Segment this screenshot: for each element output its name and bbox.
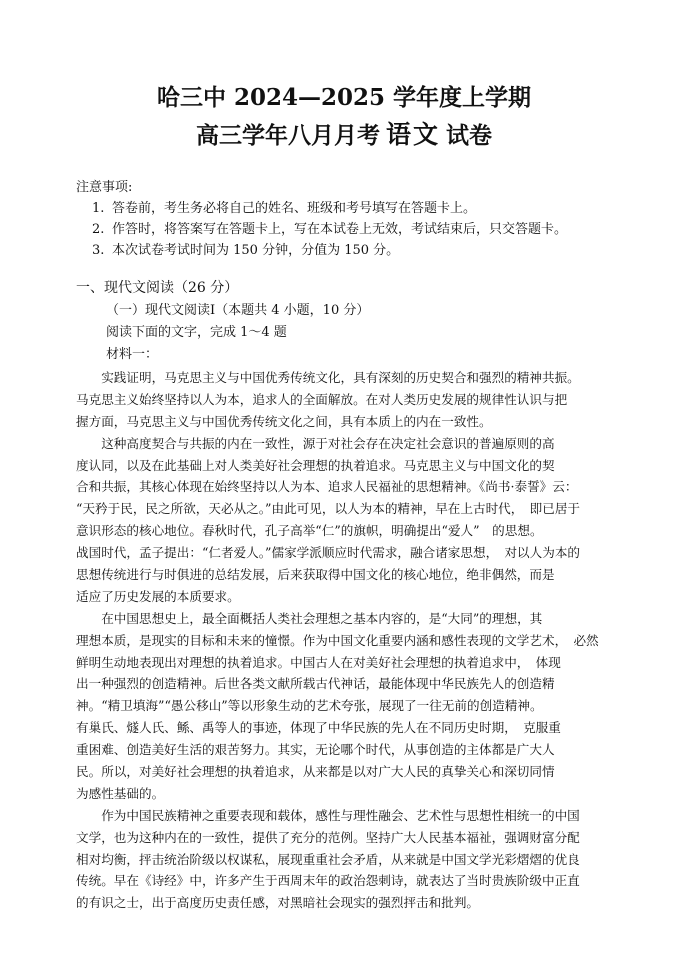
passage-line: 实践证明，马克思主义与中国优秀传统文化，具有深刻的历史契合和强烈的精神共振。 — [76, 370, 580, 385]
notice-item — [92, 199, 476, 218]
passage-line: 马克思主义始终坚持以人为本，追求人的全面解放。在对人类历史发展的规律性认识与把 — [76, 391, 568, 407]
notice-item-text: 作答时，将答案写在答题卡上，写在本试卷上无效，考试结束后，只交答题卡。 — [112, 222, 568, 237]
notice-item-text: 本次试卷考试时间为 150 分钟，分值为 150 分。 — [112, 243, 400, 258]
passage-line: 适应了历史发展的本质要求。 — [76, 588, 240, 604]
reading-passage — [76, 367, 616, 914]
notice-heading: 注意事项: — [76, 180, 133, 195]
subsection-heading: （一）现代文阅读Ⅰ（本题共 4 小题，10 分） — [106, 303, 370, 318]
passage-line: 相对均衡，抨击统治阶级以权谋私，展现重重社会矛盾，从来就是中国文学光彩熠熠的优良 — [76, 851, 580, 867]
passage-line: 合和共振，其核心体现在始终坚持以人为本、追求人民福祉的思想精神。《尚书·泰誓》云： — [76, 479, 578, 495]
notice-item-number: 2. — [92, 222, 105, 237]
passage-line: 战国时代，孟子提出：“仁者爱人。”儒家学派顺应时代需求，融合诸家思想， 对以人为本的 — [76, 545, 581, 561]
exam-subject: 语文 — [385, 120, 440, 149]
passage-line: 握方面，马克思主义与中国优秀传统文化之间，具有本质上的内在一致性。 — [76, 413, 492, 429]
exam-title-paper: 试卷 — [446, 122, 492, 149]
passage-line: 思想传统进行与时俱进的总结发展，后来获取得中国文化的核心地位，绝非偶然，而是 — [76, 567, 555, 583]
reading-instruction: 阅读下面的文字，完成 1～4 题 — [106, 325, 287, 340]
notice-item-number: 3. — [92, 243, 105, 258]
passage-line: 神。“精卫填海”“愚公移山”等以形象生动的艺术夸张，展现了一往无前的创造精神。 — [76, 698, 543, 714]
passage-line: 度认同，以及在此基础上对人类美好社会理想的执着追求。马克思主义与中国文化的契 — [76, 457, 555, 473]
passage-line: 出一种强烈的创造精神。后世各类文献所载古代神话，最能体现中华民族先人的创造精 — [76, 676, 555, 692]
material-label: 材料一： — [106, 347, 159, 362]
section-heading: 一、现代文阅读（26 分） — [76, 280, 239, 296]
exam-title-line1: 哈三中 2024—2025 学年度上学期 — [156, 84, 532, 111]
passage-line: 在中国思想史上，最全面概括人类社会理想之基本内容的，是“大同”的理想，其 — [76, 610, 543, 626]
notice-item — [92, 241, 399, 260]
passage-line: 传统。早在《诗经》中，许多产生于西周末年的政治怨刺诗，就表达了当时贵族阶级中正直 — [76, 873, 580, 889]
notice-item-number: 1. — [92, 201, 105, 216]
exam-title-grade: 高三学年八月月考 — [195, 122, 380, 149]
passage-line: 鲜明生动地表现出对理想的执着追求。中国古人在对美好社会理想的执着追求中， 体现 — [76, 654, 561, 670]
passage-line: 重困难、创造美好生活的艰苦努力。其实，无论哪个时代，从事创造的主体都是广大人 — [76, 742, 555, 758]
passage-line: “天矜于民，民之所欲，天必从之。”由此可见，以人为本的精神，早在上古时代， 即已居于 — [76, 501, 581, 517]
passage-line: 意识形态的核心地位。春秋时代，孔子高举“仁”的旗帜，明确提出“爱人” 的思想。 — [76, 523, 543, 539]
passage-line: 这种高度契合与共振的内在一致性，源于对社会存在决定社会意识的普遍原则的高 — [76, 435, 555, 451]
notice-item-text: 答卷前，考生务必将自己的姓名、班级和考号填写在答题卡上。 — [112, 201, 477, 216]
passage-line: 理想本质，是现实的目标和未来的憧憬。作为中国文化重要内涵和感性表现的文学艺术， 必然 — [76, 632, 599, 648]
passage-line: 民。所以，对美好社会理想的执着追求，从来都是以对广大人民的真挚关心和深切同情 — [76, 764, 555, 780]
passage-line: 有巢氏、燧人氏、鲧、禹等人的事迹，体现了中华民族的先人在不同历史时期， 克服重 — [76, 720, 561, 736]
passage-line: 文学，也为这种内在的一致性，提供了充分的范例。坚持广大人民基本福祉，强调财富分配 — [76, 829, 580, 845]
exam-title-line2 — [0, 120, 688, 151]
notice-item — [92, 220, 567, 239]
passage-line: 为感性基础的。 — [76, 785, 165, 801]
passage-line: 的有识之士，出于高度历史责任感，对黑暗社会现实的强烈抨击和批判。 — [76, 895, 479, 911]
passage-line: 作为中国民族精神之重要表现和载体，感性与理性融会、艺术性与思想性相统一的中国 — [76, 807, 580, 823]
